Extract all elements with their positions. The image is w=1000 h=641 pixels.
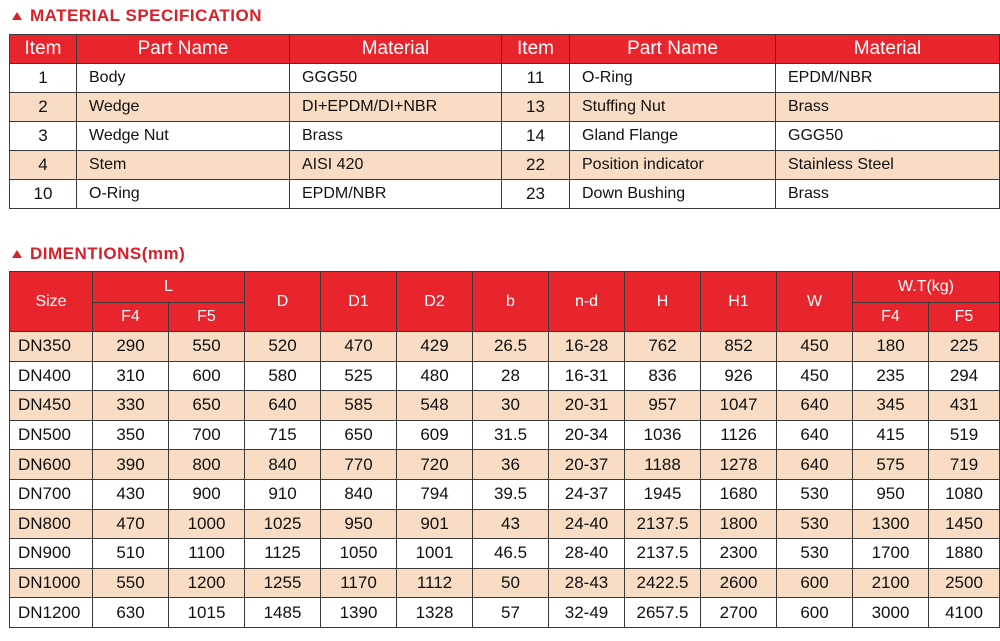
material-cell-part: Wedge Nut bbox=[77, 122, 290, 151]
dimensions-cell-W: 450 bbox=[777, 361, 853, 391]
dimensions-cell-L-F5: 800 bbox=[169, 450, 245, 480]
material-cell-part2: Down Bushing bbox=[570, 180, 776, 209]
header-H: H bbox=[625, 272, 701, 332]
dimensions-cell-n-d: 20-31 bbox=[549, 391, 625, 421]
dimensions-cell-weight-F4: 575 bbox=[853, 450, 929, 480]
dimensions-cell-L-F5: 1100 bbox=[169, 539, 245, 569]
material-cell-item2: 13 bbox=[502, 93, 570, 122]
dimensions-cell-n-d: 20-34 bbox=[549, 420, 625, 450]
dimensions-cell-size: DN800 bbox=[10, 509, 93, 539]
dimensions-cell-size: DN1000 bbox=[10, 568, 93, 598]
dimensions-cell-H1: 1680 bbox=[701, 479, 777, 509]
dimensions-cell-n-d: 28-40 bbox=[549, 539, 625, 569]
header-W: W bbox=[777, 272, 853, 332]
dimensions-cell-H1: 1126 bbox=[701, 420, 777, 450]
dimensions-cell-L-F5: 700 bbox=[169, 420, 245, 450]
dimensions-cell-b: 50 bbox=[473, 568, 549, 598]
material-spec-title-text: MATERIAL SPECIFICATION bbox=[30, 6, 262, 25]
dimensions-cell-size: DN350 bbox=[10, 332, 93, 362]
dimensions-cell-b: 39.5 bbox=[473, 479, 549, 509]
dimensions-cell-W: 600 bbox=[777, 568, 853, 598]
header-H1: H1 bbox=[701, 272, 777, 332]
dimensions-cell-D: 715 bbox=[245, 420, 321, 450]
material-row bbox=[10, 64, 1000, 93]
dimensions-cell-D2: 720 bbox=[397, 450, 473, 480]
dimensions-cell-weight-F4: 2100 bbox=[853, 568, 929, 598]
material-cell-part: Wedge bbox=[77, 93, 290, 122]
dimensions-cell-D2: 1112 bbox=[397, 568, 473, 598]
dimensions-cell-D1: 1170 bbox=[321, 568, 397, 598]
material-cell-material: GGG50 bbox=[290, 64, 502, 93]
header-part-name-2: Part Name bbox=[570, 35, 776, 64]
dimensions-cell-weight-F5: 1080 bbox=[929, 479, 1000, 509]
material-row bbox=[10, 93, 1000, 122]
triangle-icon bbox=[12, 12, 22, 20]
dimensions-row bbox=[10, 420, 1000, 450]
dimensions-cell-D1: 840 bbox=[321, 479, 397, 509]
material-cell-part: Body bbox=[77, 64, 290, 93]
triangle-icon bbox=[12, 250, 22, 258]
dimensions-cell-W: 600 bbox=[777, 598, 853, 628]
header-part-name: Part Name bbox=[77, 35, 290, 64]
material-cell-material: Brass bbox=[290, 122, 502, 151]
dimensions-cell-weight-F4: 950 bbox=[853, 479, 929, 509]
dimensions-cell-weight-F5: 519 bbox=[929, 420, 1000, 450]
dimensions-cell-size: DN700 bbox=[10, 479, 93, 509]
header-L: L bbox=[93, 272, 245, 303]
dimensions-cell-size: DN450 bbox=[10, 391, 93, 421]
dimensions-cell-size: DN500 bbox=[10, 420, 93, 450]
dimensions-cell-L-F5: 1000 bbox=[169, 509, 245, 539]
dimensions-row bbox=[10, 509, 1000, 539]
material-cell-item2: 14 bbox=[502, 122, 570, 151]
material-cell-material: EPDM/NBR bbox=[290, 180, 502, 209]
header-material: Material bbox=[290, 35, 502, 64]
material-header-row bbox=[10, 35, 1000, 64]
dimensions-row bbox=[10, 479, 1000, 509]
dimensions-cell-b: 36 bbox=[473, 450, 549, 480]
header-b: b bbox=[473, 272, 549, 332]
dimensions-cell-weight-F4: 235 bbox=[853, 361, 929, 391]
dimensions-cell-D: 640 bbox=[245, 391, 321, 421]
dimensions-cell-weight-F5: 225 bbox=[929, 332, 1000, 362]
material-cell-material: DI+EPDM/DI+NBR bbox=[290, 93, 502, 122]
dimensions-cell-n-d: 28-43 bbox=[549, 568, 625, 598]
dimensions-table bbox=[9, 271, 1000, 628]
dimensions-cell-D2: 794 bbox=[397, 479, 473, 509]
dimensions-cell-L-F5: 550 bbox=[169, 332, 245, 362]
dimensions-cell-D: 1125 bbox=[245, 539, 321, 569]
material-cell-item: 4 bbox=[10, 151, 77, 180]
dimensions-row bbox=[10, 450, 1000, 480]
material-cell-material2: Brass bbox=[776, 180, 1000, 209]
dimensions-cell-b: 28 bbox=[473, 361, 549, 391]
dimensions-cell-H: 2137.5 bbox=[625, 539, 701, 569]
dimensions-cell-D1: 1050 bbox=[321, 539, 397, 569]
dimensions-cell-D1: 585 bbox=[321, 391, 397, 421]
dimensions-cell-H1: 852 bbox=[701, 332, 777, 362]
dimensions-cell-D: 1255 bbox=[245, 568, 321, 598]
dimensions-cell-D: 1025 bbox=[245, 509, 321, 539]
header-size: Size bbox=[10, 272, 93, 332]
dimensions-cell-D: 910 bbox=[245, 479, 321, 509]
dimensions-cell-weight-F5: 431 bbox=[929, 391, 1000, 421]
material-row bbox=[10, 151, 1000, 180]
dimensions-cell-D2: 1328 bbox=[397, 598, 473, 628]
dimensions-cell-H: 1945 bbox=[625, 479, 701, 509]
dimensions-row bbox=[10, 361, 1000, 391]
material-cell-part: O-Ring bbox=[77, 180, 290, 209]
dimensions-cell-D: 580 bbox=[245, 361, 321, 391]
dimensions-cell-weight-F5: 294 bbox=[929, 361, 1000, 391]
header-L-F4: F4 bbox=[93, 303, 169, 332]
material-row bbox=[10, 180, 1000, 209]
dimensions-cell-L-F4: 390 bbox=[93, 450, 169, 480]
material-cell-item2: 11 bbox=[502, 64, 570, 93]
material-cell-part2: Gland Flange bbox=[570, 122, 776, 151]
dimensions-cell-H: 762 bbox=[625, 332, 701, 362]
dimensions-cell-weight-F4: 180 bbox=[853, 332, 929, 362]
header-D: D bbox=[245, 272, 321, 332]
dimensions-cell-W: 640 bbox=[777, 420, 853, 450]
dimensions-cell-n-d: 16-28 bbox=[549, 332, 625, 362]
material-cell-part2: Position indicator bbox=[570, 151, 776, 180]
dimensions-title bbox=[12, 244, 185, 264]
dimensions-cell-b: 43 bbox=[473, 509, 549, 539]
dimensions-cell-L-F4: 470 bbox=[93, 509, 169, 539]
dimensions-row bbox=[10, 598, 1000, 628]
dimensions-cell-W: 640 bbox=[777, 450, 853, 480]
material-cell-item: 10 bbox=[10, 180, 77, 209]
dimensions-cell-size: DN1200 bbox=[10, 598, 93, 628]
dimensions-cell-H: 1188 bbox=[625, 450, 701, 480]
dimensions-row bbox=[10, 568, 1000, 598]
dimensions-cell-weight-F4: 1700 bbox=[853, 539, 929, 569]
material-cell-item: 3 bbox=[10, 122, 77, 151]
header-n-d: n-d bbox=[549, 272, 625, 332]
dimensions-cell-n-d: 24-37 bbox=[549, 479, 625, 509]
dimensions-cell-H: 2422.5 bbox=[625, 568, 701, 598]
material-spec-table bbox=[9, 34, 1000, 209]
dimensions-cell-weight-F4: 415 bbox=[853, 420, 929, 450]
dimensions-cell-H: 957 bbox=[625, 391, 701, 421]
dimensions-cell-D: 1485 bbox=[245, 598, 321, 628]
dimensions-row bbox=[10, 332, 1000, 362]
dimensions-cell-D: 840 bbox=[245, 450, 321, 480]
dimensions-cell-b: 57 bbox=[473, 598, 549, 628]
dimensions-cell-n-d: 32-49 bbox=[549, 598, 625, 628]
dimensions-cell-D: 520 bbox=[245, 332, 321, 362]
dimensions-cell-H1: 2600 bbox=[701, 568, 777, 598]
header-material-2: Material bbox=[776, 35, 1000, 64]
material-cell-item2: 23 bbox=[502, 180, 570, 209]
dimensions-cell-D1: 770 bbox=[321, 450, 397, 480]
dimensions-cell-L-F4: 510 bbox=[93, 539, 169, 569]
dimensions-cell-D2: 901 bbox=[397, 509, 473, 539]
dimensions-cell-H1: 1800 bbox=[701, 509, 777, 539]
dimensions-cell-n-d: 20-37 bbox=[549, 450, 625, 480]
dimensions-cell-W: 530 bbox=[777, 509, 853, 539]
material-cell-item: 1 bbox=[10, 64, 77, 93]
material-cell-material2: GGG50 bbox=[776, 122, 1000, 151]
dimensions-cell-H1: 2300 bbox=[701, 539, 777, 569]
dimensions-cell-b: 30 bbox=[473, 391, 549, 421]
dimensions-cell-size: DN900 bbox=[10, 539, 93, 569]
header-item: Item bbox=[10, 35, 77, 64]
dimensions-cell-H: 1036 bbox=[625, 420, 701, 450]
header-L-F5: F5 bbox=[169, 303, 245, 332]
header-item-2: Item bbox=[502, 35, 570, 64]
dimensions-cell-H: 836 bbox=[625, 361, 701, 391]
dimensions-title-text: DIMENTIONS(mm) bbox=[30, 244, 186, 263]
dimensions-cell-weight-F5: 1450 bbox=[929, 509, 1000, 539]
header-weight-F4: F4 bbox=[853, 303, 929, 332]
dimensions-cell-weight-F5: 1880 bbox=[929, 539, 1000, 569]
dimensions-cell-H: 2137.5 bbox=[625, 509, 701, 539]
dimensions-cell-D2: 480 bbox=[397, 361, 473, 391]
dimensions-cell-L-F4: 290 bbox=[93, 332, 169, 362]
dimensions-cell-W: 450 bbox=[777, 332, 853, 362]
material-spec-title bbox=[12, 6, 262, 26]
dimensions-cell-L-F5: 1015 bbox=[169, 598, 245, 628]
dimensions-cell-L-F4: 330 bbox=[93, 391, 169, 421]
material-cell-material2: Stainless Steel bbox=[776, 151, 1000, 180]
dimensions-cell-weight-F5: 4100 bbox=[929, 598, 1000, 628]
material-row bbox=[10, 122, 1000, 151]
material-cell-part2: Stuffing Nut bbox=[570, 93, 776, 122]
dimensions-cell-n-d: 24-40 bbox=[549, 509, 625, 539]
dimensions-cell-weight-F4: 3000 bbox=[853, 598, 929, 628]
dimensions-cell-W: 530 bbox=[777, 539, 853, 569]
dimensions-cell-b: 46.5 bbox=[473, 539, 549, 569]
material-cell-material: AISI 420 bbox=[290, 151, 502, 180]
dimensions-cell-L-F5: 900 bbox=[169, 479, 245, 509]
header-weight: W.T(kg) bbox=[853, 272, 1000, 303]
dimensions-cell-L-F4: 310 bbox=[93, 361, 169, 391]
dimensions-cell-weight-F5: 2500 bbox=[929, 568, 1000, 598]
dimensions-cell-H1: 926 bbox=[701, 361, 777, 391]
dimensions-cell-L-F4: 550 bbox=[93, 568, 169, 598]
dimensions-cell-D1: 950 bbox=[321, 509, 397, 539]
dimensions-cell-H1: 2700 bbox=[701, 598, 777, 628]
header-D2: D2 bbox=[397, 272, 473, 332]
dimensions-header-row-1 bbox=[10, 272, 1000, 303]
dimensions-row bbox=[10, 391, 1000, 421]
dimensions-cell-D2: 609 bbox=[397, 420, 473, 450]
dimensions-cell-D2: 1001 bbox=[397, 539, 473, 569]
material-cell-material2: EPDM/NBR bbox=[776, 64, 1000, 93]
dimensions-cell-weight-F4: 1300 bbox=[853, 509, 929, 539]
dimensions-cell-weight-F4: 345 bbox=[853, 391, 929, 421]
dimensions-cell-D1: 1390 bbox=[321, 598, 397, 628]
dimensions-cell-b: 26.5 bbox=[473, 332, 549, 362]
dimensions-cell-weight-F5: 719 bbox=[929, 450, 1000, 480]
material-cell-material2: Brass bbox=[776, 93, 1000, 122]
dimensions-cell-D1: 525 bbox=[321, 361, 397, 391]
material-cell-part: Stem bbox=[77, 151, 290, 180]
dimensions-cell-D1: 650 bbox=[321, 420, 397, 450]
material-cell-part2: O-Ring bbox=[570, 64, 776, 93]
dimensions-cell-L-F4: 630 bbox=[93, 598, 169, 628]
header-weight-F5: F5 bbox=[929, 303, 1000, 332]
dimensions-cell-W: 640 bbox=[777, 391, 853, 421]
dimensions-cell-L-F5: 600 bbox=[169, 361, 245, 391]
material-cell-item2: 22 bbox=[502, 151, 570, 180]
dimensions-cell-H: 2657.5 bbox=[625, 598, 701, 628]
material-cell-item: 2 bbox=[10, 93, 77, 122]
dimensions-cell-D2: 548 bbox=[397, 391, 473, 421]
dimensions-cell-size: DN600 bbox=[10, 450, 93, 480]
dimensions-cell-L-F4: 430 bbox=[93, 479, 169, 509]
dimensions-cell-L-F5: 650 bbox=[169, 391, 245, 421]
dimensions-row bbox=[10, 539, 1000, 569]
dimensions-cell-D2: 429 bbox=[397, 332, 473, 362]
dimensions-cell-H1: 1278 bbox=[701, 450, 777, 480]
dimensions-cell-size: DN400 bbox=[10, 361, 93, 391]
header-D1: D1 bbox=[321, 272, 397, 332]
dimensions-cell-n-d: 16-31 bbox=[549, 361, 625, 391]
dimensions-cell-L-F4: 350 bbox=[93, 420, 169, 450]
dimensions-cell-D1: 470 bbox=[321, 332, 397, 362]
dimensions-cell-L-F5: 1200 bbox=[169, 568, 245, 598]
dimensions-cell-H1: 1047 bbox=[701, 391, 777, 421]
dimensions-cell-W: 530 bbox=[777, 479, 853, 509]
dimensions-cell-b: 31.5 bbox=[473, 420, 549, 450]
